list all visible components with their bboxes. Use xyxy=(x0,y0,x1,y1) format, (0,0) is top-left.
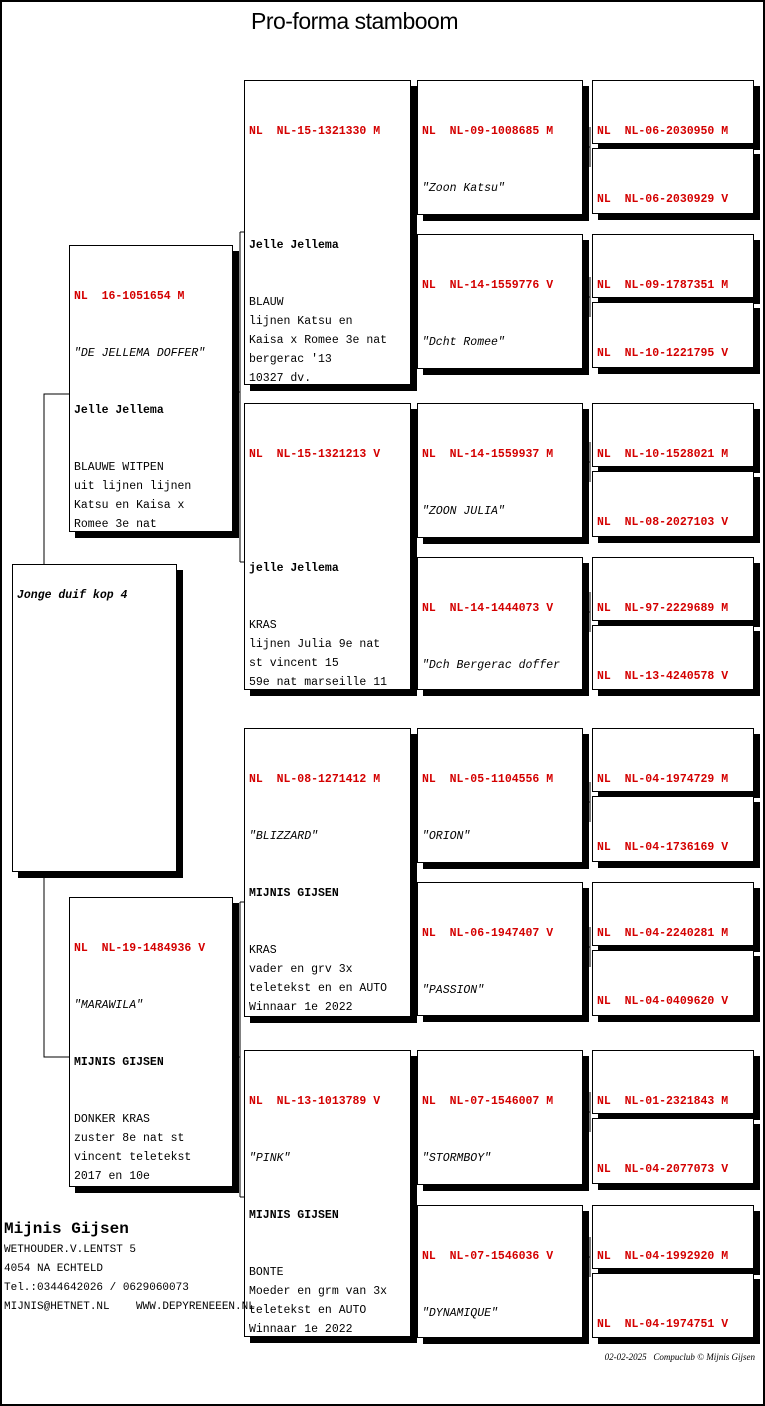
ring-number: NL NL-08-1271412 M xyxy=(249,773,381,786)
owner-address: WETHOUDER.V.LENTST 5 xyxy=(4,1244,137,1256)
pigeon-info: KRAS vader en grv 3x teletekst en en AUTO Winnaar 1e 2022 xyxy=(249,944,388,1014)
subject-label: Jonge duif kop 4 xyxy=(17,589,128,602)
ring-number: NL NL-01-2321843 M xyxy=(597,1095,729,1108)
pigeon-info: BLAUW lijnen Katsu en Kaisa x Romee 3e nat bergerac '13 10327 dv. xyxy=(249,296,388,385)
pigeon-card-dd xyxy=(244,1050,411,1337)
pigeon-card-g11 xyxy=(592,882,754,946)
pigeon-name: "STORMBOY" xyxy=(422,1152,492,1165)
pigeon-info: DONKER KRAS zuster 8e nat st vincent teletekst 2017 en 10e xyxy=(74,1113,192,1183)
pigeon-card-g2 xyxy=(592,148,754,214)
pigeon-info: KRAS lijnen Julia 9e nat st vincent 15 59e nat marseille 11 xyxy=(249,619,388,689)
ring-number: NL NL-07-1546036 V xyxy=(422,1250,554,1263)
breeder-name: MIJNIS GIJSEN xyxy=(74,1056,164,1069)
pigeon-name: "ORION" xyxy=(422,830,471,843)
ring-number: NL NL-10-1528021 M xyxy=(597,448,729,461)
pigeon-name: "Zoon Katsu" xyxy=(422,182,505,195)
owner-name: Mijnis Gijsen xyxy=(4,1220,129,1238)
pigeon-card-g13 xyxy=(592,1050,754,1114)
ring-number: NL NL-14-1444073 V xyxy=(422,602,554,615)
pigeon-card-g9 xyxy=(592,728,754,792)
ring-number: NL NL-14-1559937 M xyxy=(422,448,554,461)
pigeon-name: "Dcht Romee" xyxy=(422,336,505,349)
ring-number: NL NL-09-1787351 M xyxy=(597,279,729,292)
ring-number: NL NL-04-1992920 M xyxy=(597,1250,729,1263)
pigeon-card-g12 xyxy=(592,950,754,1016)
ring-number: NL NL-08-2027103 V xyxy=(597,516,729,529)
ring-number: NL NL-10-1221795 V xyxy=(597,347,729,360)
pigeon-card-dss xyxy=(417,728,583,863)
pigeon-card-sdd xyxy=(417,557,583,690)
pigeon-card-g4 xyxy=(592,302,754,368)
footer-credit: 02-02-2025 Compuclub © Mijnis Gijsen xyxy=(604,1352,755,1362)
pigeon-card-g14 xyxy=(592,1118,754,1184)
owner-city: 4054 NA ECHTELD xyxy=(4,1263,104,1275)
breeder-name: jelle Jellema xyxy=(249,562,339,575)
pigeon-info: BLAUWE WITPEN uit lijnen lijnen Katsu en Kaisa x Romee 3e nat xyxy=(74,461,192,531)
pigeon-name xyxy=(249,179,406,198)
ring-number: NL NL-05-1104556 M xyxy=(422,773,554,786)
pigeon-name: "DYNAMIQUE" xyxy=(422,1307,498,1320)
ring-number: NL NL-06-2030929 V xyxy=(597,193,729,206)
breeder-name: MIJNIS GIJSEN xyxy=(249,887,339,900)
pigeon-name: "PINK" xyxy=(249,1152,291,1165)
pigeon-card-sire xyxy=(69,245,233,532)
subject-box xyxy=(12,564,177,872)
pigeon-card-sd xyxy=(244,403,411,690)
ring-number: NL NL-14-1559776 V xyxy=(422,279,554,292)
pigeon-name: "PASSION" xyxy=(422,984,485,997)
ring-number: NL NL-06-1947407 V xyxy=(422,927,554,940)
breeder-name: MIJNIS GIJSEN xyxy=(249,1209,339,1222)
ring-number: NL NL-15-1321330 M xyxy=(249,125,381,138)
ring-number: NL NL-13-4240578 V xyxy=(597,670,729,683)
pigeon-card-dam xyxy=(69,897,233,1187)
pigeon-name xyxy=(249,502,406,521)
ring-number: NL NL-97-2229689 M xyxy=(597,602,729,615)
pigeon-card-dds xyxy=(417,1050,583,1185)
pigeon-card-g3 xyxy=(592,234,754,298)
pigeon-name: "BLIZZARD" xyxy=(249,830,319,843)
ring-number: NL NL-04-1974751 V xyxy=(597,1318,729,1331)
pigeon-card-g5 xyxy=(592,403,754,467)
pigeon-info: BONTE Moeder en grm van 3x teletekst en AUTO Winnaar 1e 2022 xyxy=(249,1266,388,1336)
pigeon-card-g1 xyxy=(592,80,754,144)
ring-number: NL NL-04-1974729 M xyxy=(597,773,729,786)
pigeon-name: "MARAWILA" xyxy=(74,999,144,1012)
pigeon-card-ssd xyxy=(417,234,583,369)
pigeon-name: "Dch Bergerac doffer xyxy=(422,659,561,672)
pigeon-card-g16 xyxy=(592,1273,754,1338)
ring-number: NL NL-06-2030950 M xyxy=(597,125,729,138)
ring-number: NL 16-1051654 M xyxy=(74,290,185,303)
owner-phone: Tel.:0344642026 / 0629060073 xyxy=(4,1282,189,1294)
pigeon-card-sds xyxy=(417,403,583,538)
ring-number: NL NL-19-1484936 V xyxy=(74,942,206,955)
ring-number: NL NL-04-0409620 V xyxy=(597,995,729,1008)
owner-web: MIJNIS@HETNET.NL WWW.DEPYRENEEEN.NL xyxy=(4,1301,255,1313)
breeder-name: Jelle Jellema xyxy=(249,239,339,252)
pigeon-card-ddd xyxy=(417,1205,583,1338)
ring-number: NL NL-04-2240281 M xyxy=(597,927,729,940)
ring-number: NL NL-04-2077073 V xyxy=(597,1163,729,1176)
page-title: Pro-forma stamboom xyxy=(250,8,458,34)
ring-number: NL NL-09-1008685 M xyxy=(422,125,554,138)
pigeon-card-sss xyxy=(417,80,583,215)
pigeon-card-dsd xyxy=(417,882,583,1016)
pigeon-name: "DE JELLEMA DOFFER" xyxy=(74,347,206,360)
pigeon-card-g8 xyxy=(592,625,754,690)
ring-number: NL NL-04-1736169 V xyxy=(597,841,729,854)
owner-contact-block xyxy=(4,1220,255,1317)
pigeon-card-g10 xyxy=(592,796,754,862)
ring-number: NL NL-13-1013789 V xyxy=(249,1095,381,1108)
pigeon-card-ds xyxy=(244,728,411,1017)
pigeon-card-g6 xyxy=(592,471,754,537)
ring-number: NL NL-07-1546007 M xyxy=(422,1095,554,1108)
pigeon-card-ss xyxy=(244,80,411,385)
pigeon-name: "ZOON JULIA" xyxy=(422,505,505,518)
ring-number: NL NL-15-1321213 V xyxy=(249,448,381,461)
pigeon-card-g15 xyxy=(592,1205,754,1269)
breeder-name: Jelle Jellema xyxy=(74,404,164,417)
pigeon-card-g7 xyxy=(592,557,754,621)
